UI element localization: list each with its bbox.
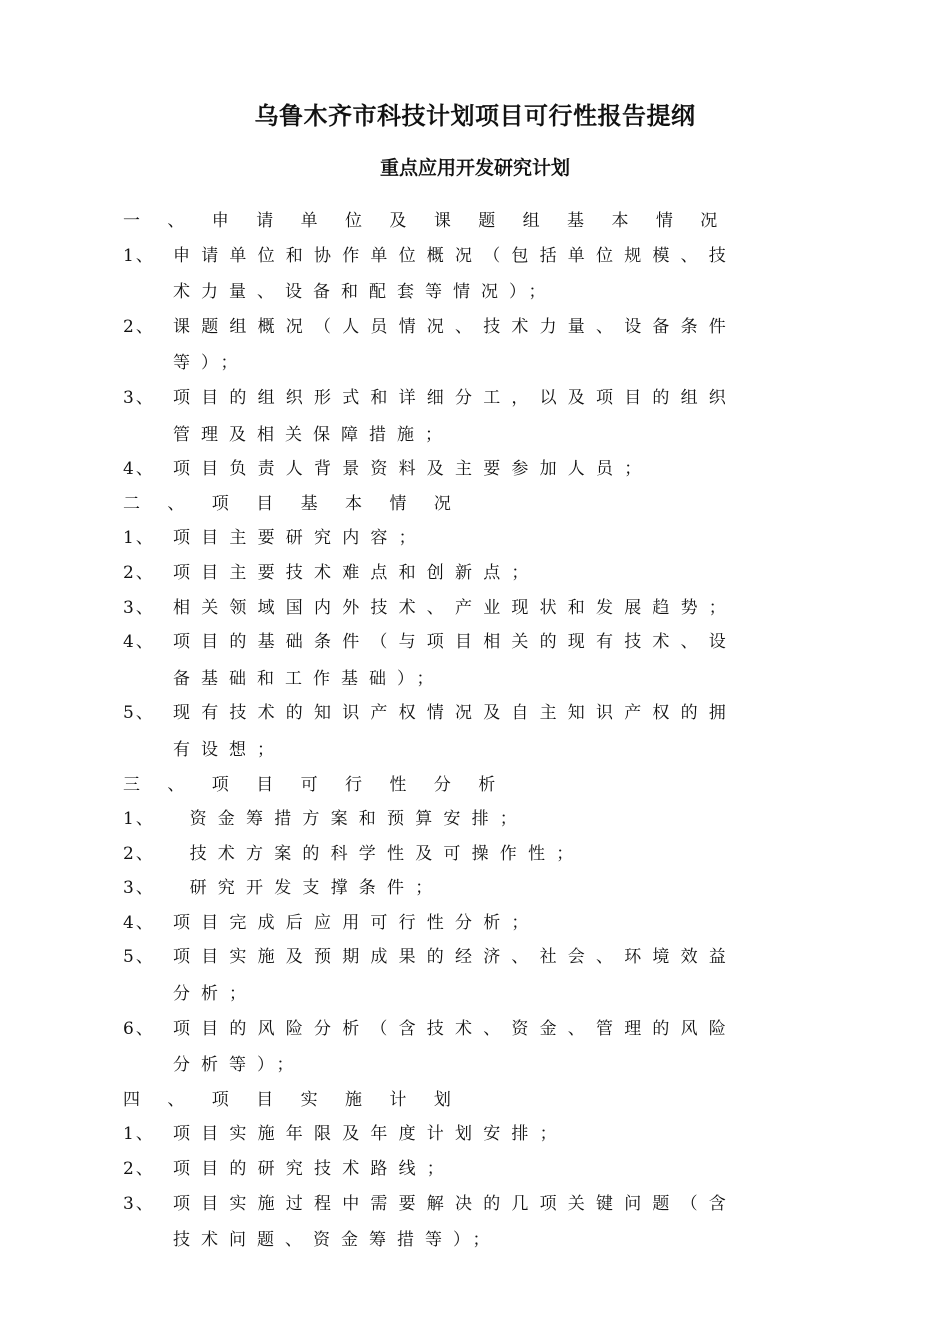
outline-item — [123, 802, 851, 837]
outline-item — [123, 1152, 851, 1187]
item-text: 项目的研究技术路线； — [173, 1159, 455, 1180]
item-number: 3、 — [123, 597, 155, 618]
item-text: 项目完成后应用可行性分析； — [173, 912, 540, 933]
item-number: 1、 — [123, 809, 155, 830]
item-continuation: 管理及相关保障措施； — [173, 424, 453, 445]
item-number: 1、 — [123, 528, 155, 549]
item-number: 2、 — [123, 1159, 155, 1180]
item-continuation: 备基础和工作基础）； — [173, 668, 445, 689]
outline-item — [123, 696, 851, 731]
item-continuation: 等）； — [173, 353, 249, 374]
item-number: 3、 — [123, 1193, 155, 1214]
item-number: 5、 — [123, 947, 155, 968]
item-number: 2、 — [123, 843, 155, 864]
item-number: 2、 — [123, 562, 155, 583]
outline-item — [123, 625, 851, 660]
item-number: 1、 — [123, 1124, 155, 1145]
item-text: 项目的基础条件（与项目相关的现有技术、设 — [173, 632, 737, 653]
item-text: 课题组概况（人员情况、技术力量、设备条件 — [173, 316, 737, 337]
item-number: 4、 — [123, 459, 155, 480]
outline-item — [123, 871, 851, 906]
item-text: 相关领域国内外技术、产业现状和发展趋势； — [173, 597, 737, 618]
item-number: 4、 — [123, 912, 155, 933]
item-text: 项目的组织形式和详细分工，以及项目的组织 — [173, 387, 737, 408]
item-number: 5、 — [123, 703, 155, 724]
section-heading: 四 、 项 目 实 施 计 划 — [123, 1089, 462, 1110]
outline-item — [123, 906, 851, 941]
item-number: 3、 — [123, 878, 155, 899]
item-text: 项目实施年限及年度计划安排； — [173, 1124, 568, 1145]
item-text: 项目的风险分析（含技术、资金、管理的风险 — [173, 1018, 737, 1039]
outline-item — [123, 310, 851, 345]
outline-item — [123, 1187, 851, 1222]
outline-item — [123, 837, 851, 872]
item-number: 3、 — [123, 387, 155, 408]
item-text: 项目主要技术难点和创新点； — [173, 562, 540, 583]
outline-item — [123, 1012, 851, 1047]
outline-item — [123, 521, 851, 556]
section-heading: 三 、 项 目 可 行 性 分 析 — [123, 774, 507, 795]
item-number: 6、 — [123, 1018, 155, 1039]
item-continuation: 分析； — [173, 984, 257, 1005]
item-continuation: 分析等）； — [173, 1055, 305, 1076]
item-text: 项目负责人背景资料及主要参加人员； — [173, 459, 653, 480]
outline-item — [123, 381, 851, 416]
item-text: 项目主要研究内容； — [173, 528, 427, 549]
item-number: 4、 — [123, 632, 155, 653]
outline-item — [123, 1117, 851, 1152]
document-title: 乌鲁木齐市科技计划项目可行性报告提纲 — [254, 102, 696, 130]
outline-item — [123, 239, 851, 274]
outline-body — [123, 204, 851, 1258]
outline-item — [123, 591, 851, 626]
item-continuation: 有设想； — [173, 739, 285, 760]
item-text: 项目实施过程中需要解决的几项关键问题（含 — [173, 1193, 737, 1214]
item-number: 1、 — [123, 245, 155, 266]
item-text: 项目实施及预期成果的经济、社会、环境效益 — [173, 947, 737, 968]
outline-item — [123, 452, 851, 487]
outline-item — [123, 940, 851, 975]
item-text: 申请单位和协作单位概况（包括单位规模、技 — [173, 245, 737, 266]
item-text: 技术方案的科学性及可操作性； — [173, 843, 585, 864]
item-continuation: 术力量、设备和配套等情况）； — [173, 282, 557, 303]
item-number: 2、 — [123, 316, 155, 337]
section-heading: 一 、 申 请 单 位 及 课 题 组 基 本 情 况 — [123, 211, 729, 231]
document-subtitle: 重点应用开发研究计划 — [379, 157, 570, 179]
section-heading: 二 、 项 目 基 本 情 况 — [123, 493, 462, 514]
item-text: 研究开发支撑条件； — [173, 878, 444, 899]
item-continuation: 技术问题、资金筹措等）； — [173, 1230, 501, 1251]
item-text: 现有技术的知识产权情况及自主知识产权的拥 — [173, 703, 737, 724]
outline-item — [123, 556, 851, 591]
item-text: 资金筹措方案和预算安排； — [173, 809, 529, 830]
